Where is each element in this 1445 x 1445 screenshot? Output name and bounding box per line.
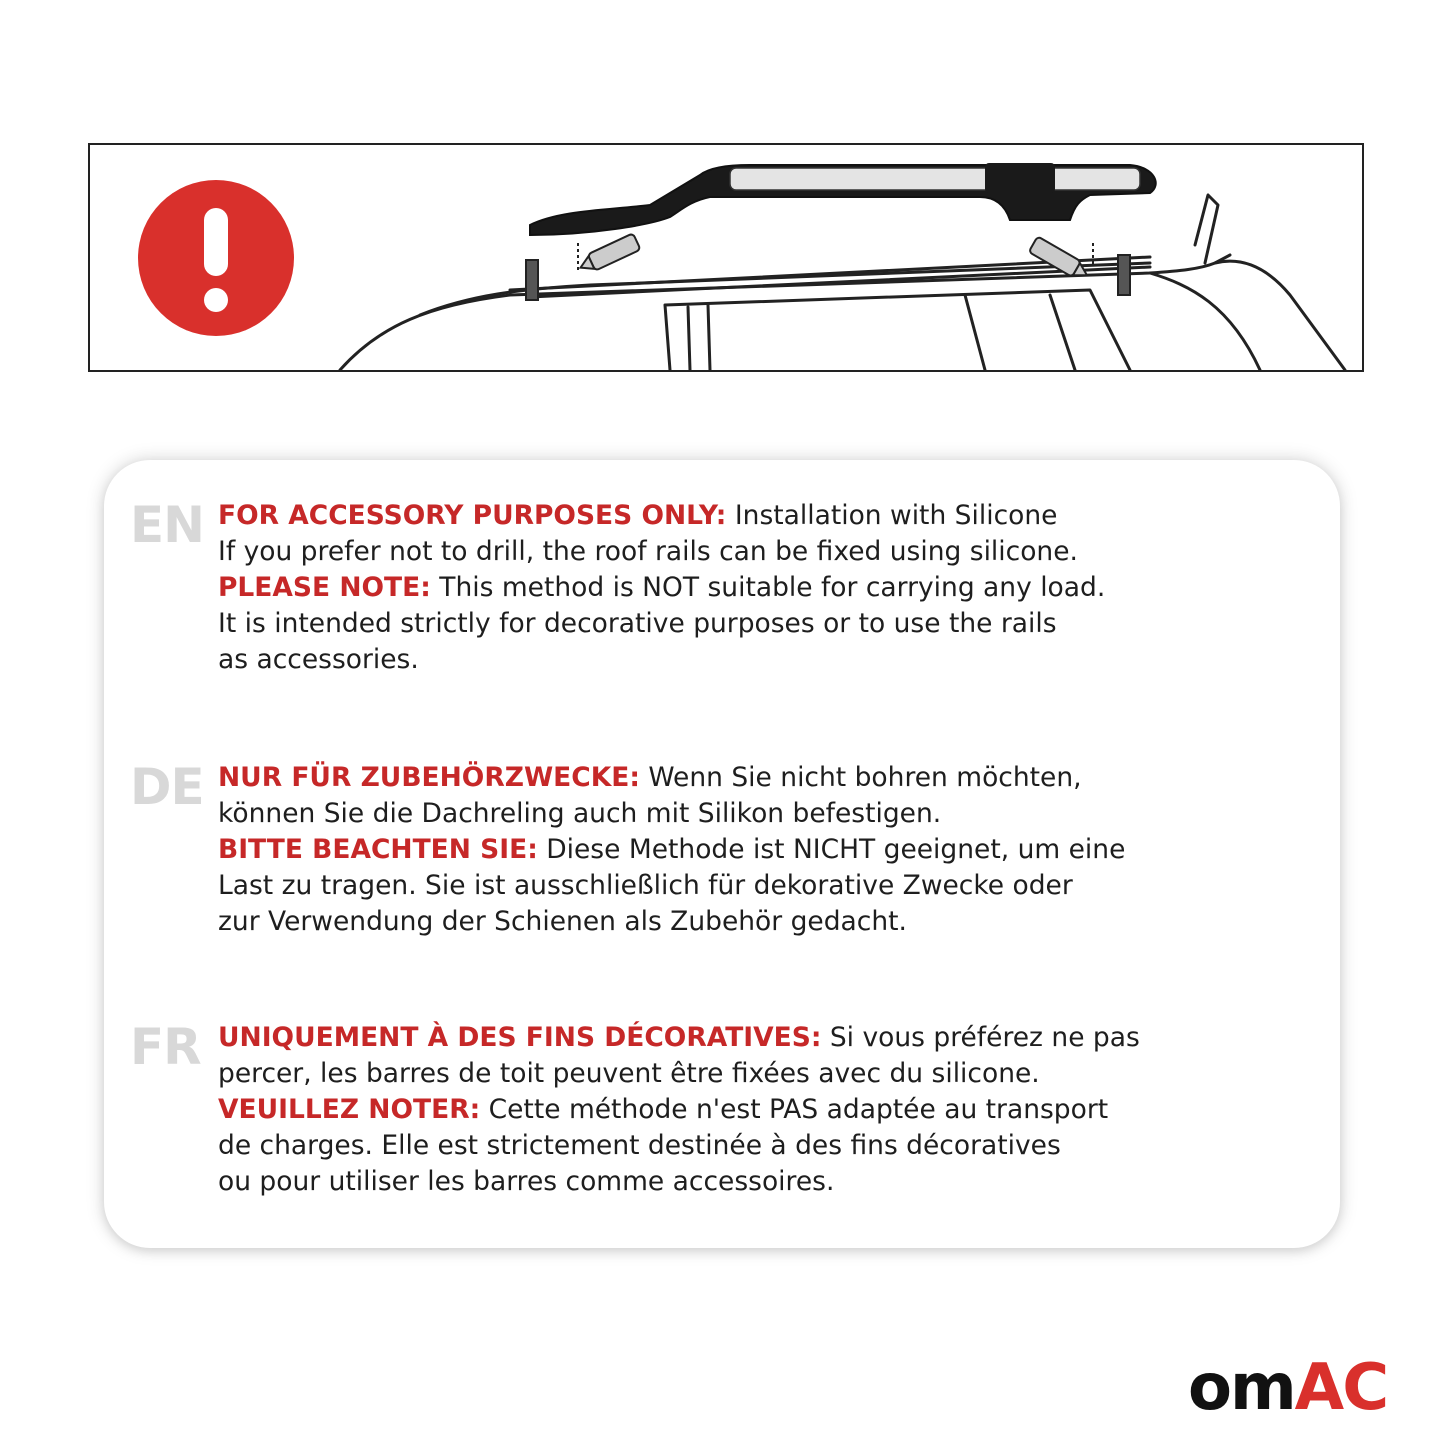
heading-tail: Installation with Silicone (726, 500, 1058, 531)
heading: FOR ACCESSORY PURPOSES ONLY: (218, 500, 727, 531)
omac-logo (1188, 1351, 1418, 1425)
section-text (218, 1020, 1328, 1200)
heading-tail: Si vous préférez ne pas (821, 1022, 1140, 1053)
text-line: zur Verwendung der Schienen als Zubehör gedacht. (218, 906, 907, 937)
text-line: If you prefer not to drill, the roof rails can be fixed using silicone. (218, 536, 1078, 567)
note-tail: Cette méthode n'est PAS adaptée au transport (480, 1094, 1109, 1125)
text-line: as accessories. (218, 644, 419, 675)
logo-part1: om (1188, 1351, 1295, 1425)
exclamation-warning-icon (138, 180, 294, 336)
heading-tail: Wenn Sie nicht bohren möchten, (639, 762, 1082, 793)
instructions-card (104, 460, 1340, 1248)
section-text (218, 498, 1328, 678)
note-tail: Diese Methode ist NICHT geeignet, um eine (537, 834, 1126, 865)
text-line: können Sie die Dachreling auch mit Silikon befestigen. (218, 798, 942, 829)
heading: UNIQUEMENT À DES FINS DÉCORATIVES: (218, 1022, 822, 1053)
text-line: ou pour utiliser les barres comme accessoires. (218, 1166, 835, 1197)
text-line: Last zu tragen. Sie ist ausschließlich für dekorative Zwecke oder (218, 870, 1073, 901)
note-label: BITTE BEACHTEN SIE: (218, 834, 538, 865)
lang-code: EN (130, 496, 205, 554)
logo-part2: AC (1294, 1351, 1388, 1425)
lang-code: DE (130, 758, 204, 816)
text-line: percer, les barres de toit peuvent être fixées avec du silicone. (218, 1058, 1040, 1089)
note-label: PLEASE NOTE: (218, 572, 431, 603)
note-tail: This method is NOT suitable for carrying any load. (430, 572, 1106, 603)
text-line: It is intended strictly for decorative purposes or to use the rails (218, 608, 1057, 639)
heading: NUR FÜR ZUBEHÖRZWECKE: (218, 762, 640, 793)
roof-rail-illustration (88, 143, 1364, 372)
section-text (218, 760, 1328, 940)
lang-code: FR (130, 1018, 201, 1076)
text-line: de charges. Elle est strictement destinée à des fins décoratives (218, 1130, 1061, 1161)
note-label: VEUILLEZ NOTER: (218, 1094, 481, 1125)
